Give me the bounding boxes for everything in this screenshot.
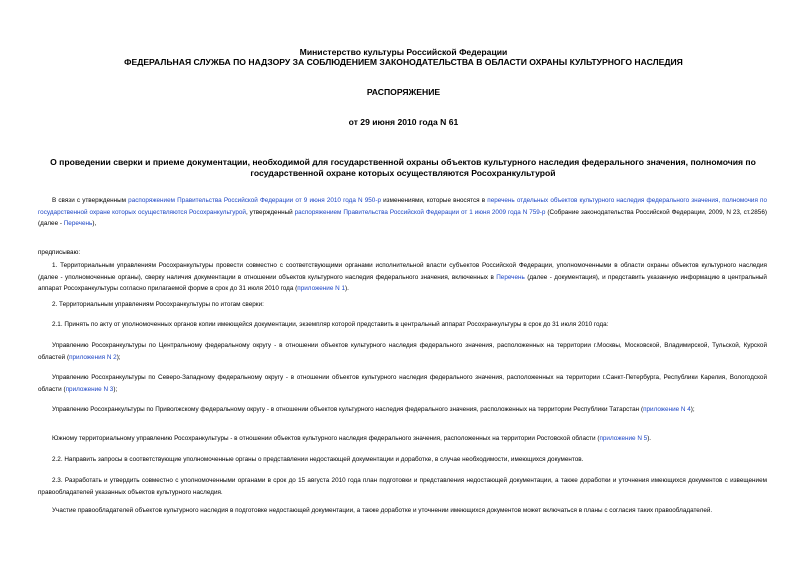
paragraph-volga: Управлению Росохранкультуры по Приволжскому федеральному округу - в отношении объектов культурного наследия федерального значения, расположенных на территории Республики Татарстан (приложение N 4); — [52, 406, 695, 413]
intro-paragraph: В связи с утвержденным распоряжением Правительства Российской Федерации от 9 июня 2010 года N 950-р изменениями, которые вносятся в перечень отдельных объектов культурного наследия федерального значения, полномочия по государственной охране которых осуществляются Росохранкультурой, утвержденный распоряжением Правительства Российской Федерации от 1 июня 2009 года N 759-р (Собрание законодательства Российской Федерации, 2009, N 23, ст.2856) (далее - Перечень), — [38, 197, 767, 228]
paragraph-northwest: Управлению Росохранкультуры по Северо-Западному федеральному округу - в отношении объектов культурного наследия федерального значения, расположенных на территории г.Санкт-Петербурга, Республики Карелия, Вологодской области (приложение N 3); — [38, 374, 767, 393]
paragraph-last: Участие правообладателей объектов культурного наследия в подготовке недостающей документации, а также доработке и уточнении имеющихся документов может включаться в планы с согласия таких правообладателей. — [52, 507, 713, 514]
service-heading: ФЕДЕРАЛЬНАЯ СЛУЖБА ПО НАДЗОРУ ЗА СОБЛЮДЕНИЕМ ЗАКОНОДАТЕЛЬСТВА В ОБЛАСТИ ОХРАНЫ КУЛЬТУРНОГО НАСЛЕДИЯ — [124, 57, 683, 67]
link-appendix-3[interactable]: приложение N 3 — [65, 385, 114, 393]
document-type: РАСПОРЯЖЕНИЕ — [366, 87, 441, 97]
paragraph-2-3: 2.3. Разработать и утвердить совместно с уполномоченными органами в срок до 15 августа 2010 года план подготовки и представления недостающей документации, а также доработки и уточнения имеющихся документов с извещением правообладателей указанных объектов культурного наследия. — [38, 477, 767, 496]
ministry-heading: Министерство культуры Российской Федерации — [299, 47, 508, 57]
document-title: О проведении сверки и приеме документации, необходимой для государственной охраны объектов культурного наследия федерального значения, полномочия по государственной охране которых осуществляются Росохранкультурой — [50, 157, 756, 178]
paragraph-1: 1. Территориальным управлениям Росохранкультуры провести совместно с соответствующими органами исполнительной власти субъектов Российской Федерации, уполномоченными в области охраны объектов культурного наследия (далее - уполномоченные органы), сверку наличия документации в отношении объектов культурного наследия федерального значения, включенных в Перечень (далее - документация), и представить указанную информацию в центральный аппарат Росохранкультуры согласно прилагаемой форме в срок до 31 июля 2010 года (приложение N 1). — [38, 262, 767, 293]
prescribe-text: предписываю: — [38, 249, 81, 256]
link-appendix-5[interactable]: приложение N 5 — [599, 435, 648, 442]
paragraph-south: Южному территориальному управлению Росохранкультуры - в отношении объектов культурного наследия федерального значения, расположенных на территории Ростовской области (приложение N 5). — [52, 435, 652, 442]
link-objects-list[interactable]: перечень отдельных объектов культурного наследия федерального значения, полномочия по государственной охране которых осуществляются Росохранкультурой — [38, 197, 767, 216]
link-decree-950[interactable]: распоряжением Правительства Российской Федерации от 9 июня 2010 года N 950-р — [128, 197, 381, 204]
document-date: от 29 июня 2010 года N 61 — [348, 117, 459, 127]
link-appendix-4[interactable]: приложение N 4 — [643, 406, 691, 413]
link-perechen-2[interactable]: Перечень — [496, 273, 525, 281]
link-appendix-1[interactable]: приложение N 1 — [297, 285, 346, 293]
link-perechen[interactable]: Перечень — [63, 220, 93, 228]
paragraph-2-1: 2.1. Принять по акту от уполномоченных органов копии имеющейся документации, экземпляр которой представить в центральный аппарат Росохранкультуры в срок до 31 июля 2010 года: — [52, 321, 609, 328]
link-decree-759[interactable]: распоряжением Правительства Российской Федерации от 1 июня 2009 года N 759-р — [294, 208, 546, 216]
paragraph-2-2: 2.2. Направить запросы в соответствующие уполномоченные органы о представлении недостающей документации и доработке, в случае необходимости, имеющихся документов. — [52, 456, 584, 463]
link-appendix-2[interactable]: приложения N 2 — [69, 353, 117, 361]
paragraph-central: Управлению Росохранкультуры по Центральному федеральному округу - в отношении объектов культурного наследия федерального значения, расположенных на территории г.Москвы, Московской, Владимирской, Тульской, Курской областей (приложения N 2); — [38, 342, 767, 361]
paragraph-2: 2. Территориальным управлениям Росохранкультуры по итогам сверки: — [52, 301, 264, 308]
